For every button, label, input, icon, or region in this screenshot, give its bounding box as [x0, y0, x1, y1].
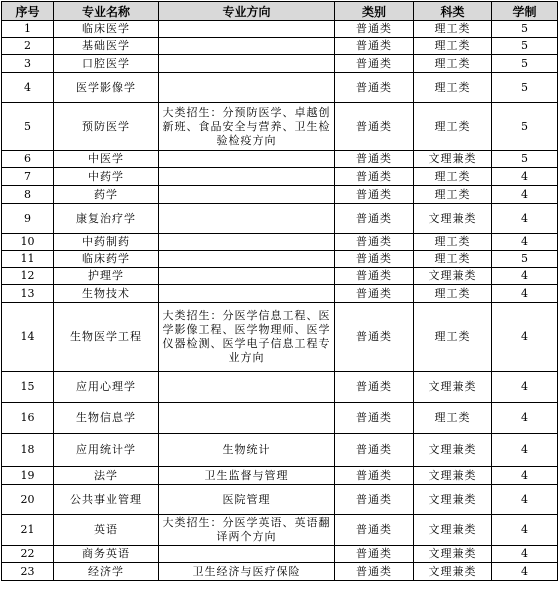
- table-cell-direction: [159, 73, 335, 103]
- table-cell-direction: [159, 186, 335, 204]
- table-cell-direction: [159, 251, 335, 268]
- table-cell-name: 口腔医学: [54, 55, 159, 73]
- table-cell-name: 公共事业管理: [54, 485, 159, 515]
- table-cell-direction: [159, 151, 335, 168]
- table-row: [2, 55, 558, 73]
- table-cell-subject: 文理兼类: [414, 268, 492, 285]
- table-cell-no: 23: [2, 563, 54, 581]
- table-cell-name: 预防医学: [54, 103, 159, 151]
- table-cell-no: 9: [2, 204, 54, 234]
- header-row: [2, 2, 558, 21]
- table-row: [2, 268, 558, 285]
- table-cell-category: 普通类: [335, 251, 414, 268]
- table-cell-category: 普通类: [335, 204, 414, 234]
- table-cell-years: 4: [492, 403, 558, 434]
- table-cell-subject: 理工类: [414, 251, 492, 268]
- table-cell-direction: 卫生经济与医疗保险: [159, 563, 335, 581]
- table-cell-subject: 理工类: [414, 73, 492, 103]
- table-cell-name: 临床医学: [54, 21, 159, 38]
- table-cell-category: 普通类: [335, 21, 414, 38]
- table-cell-category: 普通类: [335, 234, 414, 251]
- table-cell-subject: 文理兼类: [414, 204, 492, 234]
- table-cell-years: 4: [492, 168, 558, 186]
- table-cell-category: 普通类: [335, 546, 414, 563]
- table-cell-subject: 文理兼类: [414, 467, 492, 485]
- table-cell-subject: 文理兼类: [414, 546, 492, 563]
- table-row: [2, 303, 558, 372]
- table-cell-name: 生物技术: [54, 285, 159, 303]
- table-cell-years: 5: [492, 55, 558, 73]
- table-cell-subject: 文理兼类: [414, 515, 492, 546]
- table-cell-years: 4: [492, 303, 558, 372]
- table-cell-direction: [159, 546, 335, 563]
- table-cell-direction: [159, 403, 335, 434]
- table-cell-category: 普通类: [335, 434, 414, 467]
- table-cell-category: 普通类: [335, 285, 414, 303]
- table-cell-direction: [159, 285, 335, 303]
- table-cell-no: 18: [2, 434, 54, 467]
- table-row: [2, 234, 558, 251]
- header-category: 类别: [335, 2, 414, 21]
- table-cell-category: 普通类: [335, 73, 414, 103]
- header-no: 序号: [2, 2, 54, 21]
- table-cell-name: 法学: [54, 467, 159, 485]
- table-cell-direction: 卫生监督与管理: [159, 467, 335, 485]
- table-cell-direction: [159, 234, 335, 251]
- table-cell-years: 4: [492, 467, 558, 485]
- table-cell-name: 中药制药: [54, 234, 159, 251]
- table-cell-subject: 理工类: [414, 21, 492, 38]
- table-cell-years: 4: [492, 515, 558, 546]
- table-cell-no: 21: [2, 515, 54, 546]
- table-cell-subject: 文理兼类: [414, 485, 492, 515]
- table-cell-name: 基础医学: [54, 38, 159, 55]
- table-cell-no: 4: [2, 73, 54, 103]
- table-cell-direction: [159, 204, 335, 234]
- table-row: [2, 251, 558, 268]
- table-cell-name: 生物医学工程: [54, 303, 159, 372]
- table-cell-no: 20: [2, 485, 54, 515]
- table-cell-subject: 理工类: [414, 38, 492, 55]
- table-cell-subject: 理工类: [414, 186, 492, 204]
- table-row: [2, 168, 558, 186]
- table-cell-name: 中药学: [54, 168, 159, 186]
- table-row: [2, 372, 558, 403]
- table-cell-years: 4: [492, 285, 558, 303]
- table-cell-no: 10: [2, 234, 54, 251]
- table-cell-category: 普通类: [335, 186, 414, 204]
- table-cell-no: 6: [2, 151, 54, 168]
- table-cell-direction: [159, 21, 335, 38]
- table-cell-name: 生物信息学: [54, 403, 159, 434]
- table-row: [2, 38, 558, 55]
- table-cell-subject: 理工类: [414, 103, 492, 151]
- table-cell-subject: 理工类: [414, 234, 492, 251]
- table-cell-name: 中医学: [54, 151, 159, 168]
- table-cell-name: 医学影像学: [54, 73, 159, 103]
- majors-table: [1, 1, 558, 581]
- table-cell-no: 12: [2, 268, 54, 285]
- table-cell-direction: [159, 38, 335, 55]
- table-cell-direction: 生物统计: [159, 434, 335, 467]
- table-cell-name: 商务英语: [54, 546, 159, 563]
- table-cell-category: 普通类: [335, 38, 414, 55]
- table-cell-years: 4: [492, 546, 558, 563]
- table-row: [2, 515, 558, 546]
- table-row: [2, 186, 558, 204]
- table-cell-years: 4: [492, 186, 558, 204]
- table-row: [2, 546, 558, 563]
- table-cell-subject: 文理兼类: [414, 434, 492, 467]
- table-cell-no: 8: [2, 186, 54, 204]
- table-cell-subject: 理工类: [414, 285, 492, 303]
- table-row: [2, 204, 558, 234]
- table-cell-direction: [159, 268, 335, 285]
- table-cell-category: 普通类: [335, 563, 414, 581]
- table-cell-name: 应用统计学: [54, 434, 159, 467]
- table-cell-years: 5: [492, 251, 558, 268]
- table-cell-no: 14: [2, 303, 54, 372]
- table-cell-subject: 理工类: [414, 168, 492, 186]
- table-row: [2, 21, 558, 38]
- table-cell-direction: [159, 168, 335, 186]
- table-cell-direction: [159, 55, 335, 73]
- table-cell-subject: 理工类: [414, 55, 492, 73]
- table-cell-direction: 医院管理: [159, 485, 335, 515]
- table-cell-subject: 文理兼类: [414, 151, 492, 168]
- table-row: [2, 467, 558, 485]
- header-years: 学制: [492, 2, 558, 21]
- table-row: [2, 151, 558, 168]
- table-cell-category: 普通类: [335, 103, 414, 151]
- table-row: [2, 73, 558, 103]
- header-direction: 专业方向: [159, 2, 335, 21]
- table-cell-years: 4: [492, 204, 558, 234]
- table-cell-name: 临床药学: [54, 251, 159, 268]
- table-cell-direction: 大类招生：分预防医学、卓越创新班、食品安全与营养、卫生检验检疫方向: [159, 103, 335, 151]
- table-cell-name: 药学: [54, 186, 159, 204]
- table-cell-years: 4: [492, 563, 558, 581]
- table-row: [2, 285, 558, 303]
- table-cell-name: 康复治疗学: [54, 204, 159, 234]
- table-cell-no: 11: [2, 251, 54, 268]
- table-cell-category: 普通类: [335, 268, 414, 285]
- table-cell-subject: 文理兼类: [414, 563, 492, 581]
- table-cell-no: 13: [2, 285, 54, 303]
- header-name: 专业名称: [54, 2, 159, 21]
- table-cell-direction: 大类招生：分医学英语、英语翻译两个方向: [159, 515, 335, 546]
- table-cell-years: 4: [492, 234, 558, 251]
- table-cell-category: 普通类: [335, 168, 414, 186]
- table-cell-no: 19: [2, 467, 54, 485]
- table-cell-no: 5: [2, 103, 54, 151]
- table-row: [2, 485, 558, 515]
- table-cell-years: 4: [492, 434, 558, 467]
- table-cell-no: 15: [2, 372, 54, 403]
- table-cell-direction: [159, 372, 335, 403]
- table-row: [2, 103, 558, 151]
- table-cell-category: 普通类: [335, 55, 414, 73]
- table-cell-no: 1: [2, 21, 54, 38]
- table-cell-category: 普通类: [335, 151, 414, 168]
- table-cell-category: 普通类: [335, 303, 414, 372]
- table-row: [2, 434, 558, 467]
- table-cell-name: 英语: [54, 515, 159, 546]
- table-cell-no: 2: [2, 38, 54, 55]
- table-cell-category: 普通类: [335, 467, 414, 485]
- table-cell-name: 应用心理学: [54, 372, 159, 403]
- table-cell-category: 普通类: [335, 485, 414, 515]
- table-cell-years: 5: [492, 38, 558, 55]
- table-cell-no: 3: [2, 55, 54, 73]
- table-cell-subject: 理工类: [414, 403, 492, 434]
- table-cell-years: 5: [492, 21, 558, 38]
- table-cell-no: 7: [2, 168, 54, 186]
- table-cell-years: 4: [492, 485, 558, 515]
- table-cell-category: 普通类: [335, 403, 414, 434]
- table-cell-direction: 大类招生：分医学信息工程、医学影像工程、医学物理师、医学仪器检测、医学电子信息工程专业方向: [159, 303, 335, 372]
- header-subject: 科类: [414, 2, 492, 21]
- table-cell-category: 普通类: [335, 372, 414, 403]
- table-row: [2, 563, 558, 581]
- table-cell-no: 16: [2, 403, 54, 434]
- table-cell-years: 4: [492, 268, 558, 285]
- table-cell-years: 4: [492, 372, 558, 403]
- table-cell-years: 5: [492, 151, 558, 168]
- table-cell-name: 护理学: [54, 268, 159, 285]
- table-cell-subject: 理工类: [414, 303, 492, 372]
- table-cell-years: 5: [492, 73, 558, 103]
- table-cell-no: 22: [2, 546, 54, 563]
- table-cell-name: 经济学: [54, 563, 159, 581]
- table-cell-category: 普通类: [335, 515, 414, 546]
- table-cell-subject: 文理兼类: [414, 372, 492, 403]
- table-row: [2, 403, 558, 434]
- table-cell-years: 5: [492, 103, 558, 151]
